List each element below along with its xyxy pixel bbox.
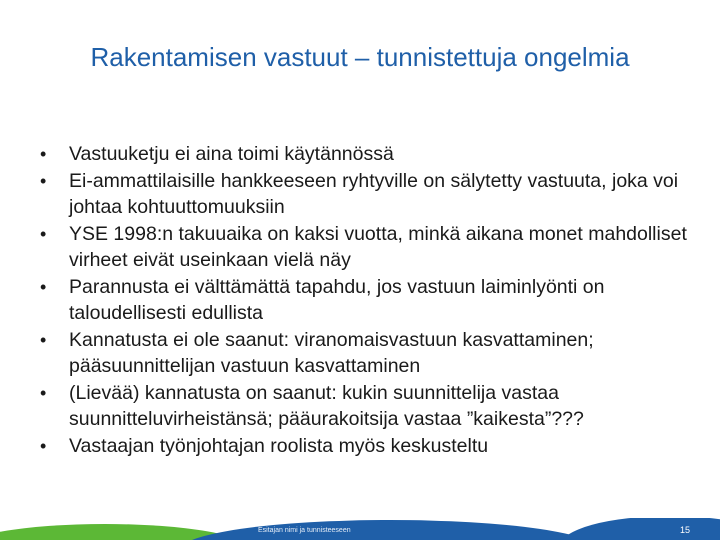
bullet-item <box>40 380 700 433</box>
bullet-item <box>40 327 700 380</box>
bullet-dot: • <box>40 382 47 403</box>
footer-bar <box>0 518 720 540</box>
bullet-text: Parannusta ei välttämättä tapahdu, jos vastuun laiminlyönti on taloudellisesti edullista <box>69 275 605 324</box>
bullet-text: (Lievää) kannatusta on saanut: kukin suunnittelija vastaa suunnitteluvirheistänsä; pääurakoitsija vastaa ”kaikesta”??? <box>69 381 584 430</box>
bullet-dot: • <box>40 144 47 164</box>
bullet-text: YSE 1998:n takuuaika on kaksi vuotta, minkä aikana monet mahdolliset virheet eivät useinkaan vielä näy <box>69 222 687 271</box>
bullet-dot: • <box>40 329 47 350</box>
footer-blue-wave <box>180 520 600 540</box>
bullet-item <box>40 274 700 327</box>
bullet-item <box>40 141 700 168</box>
bullet-item <box>40 221 700 274</box>
bullet-dot: • <box>40 170 47 191</box>
bullet-item <box>40 433 700 460</box>
footer-text: Esitajan nimi ja tunnisteeseen <box>258 527 351 534</box>
page-number: 15 <box>680 525 691 535</box>
bullet-item <box>40 168 700 221</box>
bullet-dot: • <box>40 435 47 456</box>
bullet-text: Vastuuketju ei aina toimi käytännössä <box>69 143 394 165</box>
bullet-text: Ei-ammattilaisille hankkeeseen ryhtyville on sälytetty vastuuta, joka voi johtaa kohtuuttomuuksiin <box>69 169 679 218</box>
footer-blue-wave-right <box>560 518 720 540</box>
bullet-dot: • <box>40 276 47 297</box>
bullet-text: Vastaajan työnjohtajan roolista myös keskusteltu <box>69 434 489 457</box>
bullet-dot: • <box>40 223 47 244</box>
bullet-text: Kannatusta ei ole saanut: viranomaisvastuun kasvattaminen; pääsuunnittelijan vastuun kasvattaminen <box>69 328 594 377</box>
slide-title: Rakentamisen vastuut – tunnistettuja ongelmia <box>90 42 630 72</box>
bullet-list <box>40 141 700 459</box>
